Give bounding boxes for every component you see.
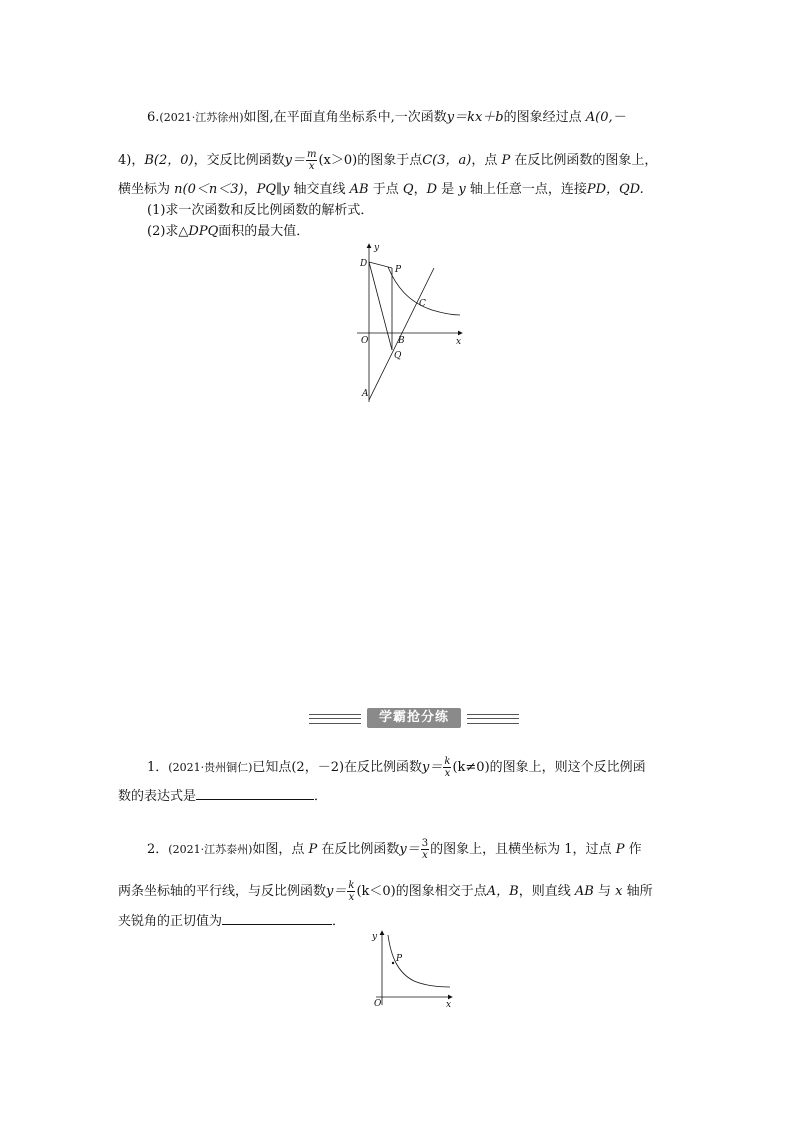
- p2-text: 两条坐标轴的平行线，与反比例函数: [118, 884, 327, 899]
- p2-point-p: P: [308, 842, 318, 857]
- q6-text: 面积的最大值．: [218, 224, 310, 239]
- frac-denominator: x: [444, 768, 451, 779]
- q6-line-1: [147, 110, 626, 126]
- frac-denominator: x: [422, 850, 428, 861]
- q6-line-3: [118, 182, 644, 198]
- q6-fig-label-p: P: [395, 265, 402, 275]
- q6-part-1: (1)求一次函数和反比例函数的解析式．: [147, 203, 374, 218]
- q6-fig-label-x: x: [456, 337, 462, 347]
- p2-text: 作: [628, 842, 642, 857]
- q6-linear-function: y＝kx＋b: [446, 110, 504, 125]
- q6-fig-label-d: D: [360, 259, 368, 269]
- q6-segment-dp: [369, 262, 392, 268]
- q6-text: 于点: [372, 182, 399, 197]
- q6-point-q: Q: [402, 182, 414, 197]
- p2-figure: [366, 927, 456, 1009]
- p1-text: 数的表达式是: [118, 789, 197, 804]
- p2-fig-label-x: x: [446, 1000, 452, 1009]
- p2-text: (k＜0)的图象相交于点: [356, 884, 487, 899]
- p2-number: 2．: [147, 842, 169, 857]
- p1-fraction: [443, 756, 451, 779]
- q6-text: (2)求△: [147, 224, 189, 239]
- q6-text: 的图象经过点: [503, 110, 582, 125]
- p2-text: 的图象上，且横坐标为 1，过点: [430, 842, 612, 857]
- p1-text: 已知点(2，－2)在反比例函数: [252, 760, 423, 775]
- p2-point-p: P: [615, 842, 625, 857]
- q6-point-a: A(0,－: [585, 110, 626, 125]
- p2-x-axis: x: [615, 884, 623, 899]
- q6-point-c: C(3，a): [422, 153, 472, 168]
- p1-source: (2021·贵州铜仁): [168, 761, 253, 774]
- q6-y-axis: y: [458, 182, 466, 197]
- frac-numerator: k: [444, 756, 451, 767]
- p1-y-eq: y＝: [422, 760, 443, 775]
- p2-text: ．: [332, 914, 346, 929]
- p1-number: 1．: [147, 760, 169, 775]
- p2-text: 夹锐角的正切值为: [118, 914, 223, 929]
- p2-text: ，则直线: [518, 884, 571, 899]
- q6-pq-parallel: PQ∥y: [256, 182, 290, 197]
- p1-text: (k≠0)的图象上，则这个反比例函: [452, 760, 646, 775]
- q6-number: 6.: [147, 110, 160, 125]
- q6-fig-label-q: Q: [394, 351, 402, 361]
- banner-title: 学霸抢分练: [367, 708, 461, 728]
- q6-figure: [352, 240, 472, 405]
- frac-numerator: m: [306, 149, 317, 160]
- p2-line-2: [118, 880, 653, 903]
- p2-text: 轴所: [626, 884, 653, 899]
- q6-fig-label-y: y: [374, 243, 380, 253]
- frac-denominator: x: [348, 892, 355, 903]
- q6-text: 如图,在平面直角坐标系中,一次函数: [243, 110, 447, 125]
- p2-text: 与: [597, 884, 611, 899]
- p2-line-1: [147, 838, 642, 861]
- frac-denominator: x: [308, 161, 315, 172]
- q6-text: 在反比例函数的图象上，: [514, 153, 658, 168]
- q6-fraction: [306, 149, 317, 172]
- q6-fig-label-o: O: [361, 336, 369, 346]
- q6-text: ，交反比例函数: [193, 153, 285, 168]
- q6-fig-label-b: B: [398, 336, 405, 346]
- q6-line-2: [118, 149, 657, 172]
- q6-text: 4)，: [118, 153, 145, 168]
- q6-fig-label-a: A: [362, 389, 369, 399]
- q6-segment-dq: [369, 262, 392, 350]
- p2-fig-label-y: y: [372, 932, 378, 942]
- p2-fraction: [421, 838, 429, 861]
- p2-fig-label-o: O: [374, 999, 382, 1009]
- p2-point-p-marker: [392, 962, 394, 964]
- q6-line-ab: AB: [349, 182, 369, 197]
- q6-fig-label-c: C: [419, 299, 426, 309]
- q6-text: 轴上任意一点，连接: [469, 182, 587, 197]
- q6-n-range: n(0＜n＜3): [174, 182, 244, 197]
- p2-fig-label-p: P: [396, 954, 403, 964]
- q6-point-p: P: [501, 153, 511, 168]
- q6-point-d: D: [426, 182, 438, 197]
- q6-text: ，点: [471, 153, 498, 168]
- p2-y-eq: y＝: [326, 884, 347, 899]
- q6-y-eq: y＝: [284, 153, 305, 168]
- section-banner: [309, 708, 519, 728]
- q6-source: (2021·江苏徐州): [159, 111, 244, 124]
- p2-text: 如图，点: [252, 842, 305, 857]
- q6-point-b: B(2，0): [144, 153, 194, 168]
- frac-numerator: 3: [421, 838, 429, 849]
- q6-line-ab-stroke: [369, 268, 434, 400]
- q6-part-2: [147, 224, 309, 240]
- p2-fraction-2: [347, 880, 355, 903]
- q6-text: 是: [441, 182, 455, 197]
- p2-line-ab: AB: [574, 884, 594, 899]
- q6-triangle: DPQ: [188, 224, 219, 239]
- p1-answer-blank[interactable]: [196, 787, 314, 800]
- p2-y-eq: y＝: [399, 842, 420, 857]
- p2-line-3: [118, 912, 345, 930]
- p1-text: ．: [314, 789, 328, 804]
- banner-rule-right: [467, 714, 519, 724]
- q6-text: (x＞0)的图象于点: [318, 153, 423, 168]
- p2-points-ab: A，B: [486, 884, 519, 899]
- p2-text: 在反比例函数: [321, 842, 400, 857]
- frac-numerator: k: [348, 880, 355, 891]
- q6-text: ，: [243, 182, 257, 197]
- banner-rule-left: [309, 714, 361, 724]
- q6-text: ，: [413, 182, 427, 197]
- q6-text: 轴交直线: [293, 182, 346, 197]
- p2-source: (2021·江苏泰州): [168, 843, 253, 856]
- q6-pd-qd: PD，QD.: [586, 182, 644, 197]
- q6-text: 横坐标为: [118, 182, 171, 197]
- p2-answer-blank[interactable]: [222, 912, 332, 925]
- p1-line-2: [118, 787, 327, 805]
- p1-line-1: [147, 756, 646, 779]
